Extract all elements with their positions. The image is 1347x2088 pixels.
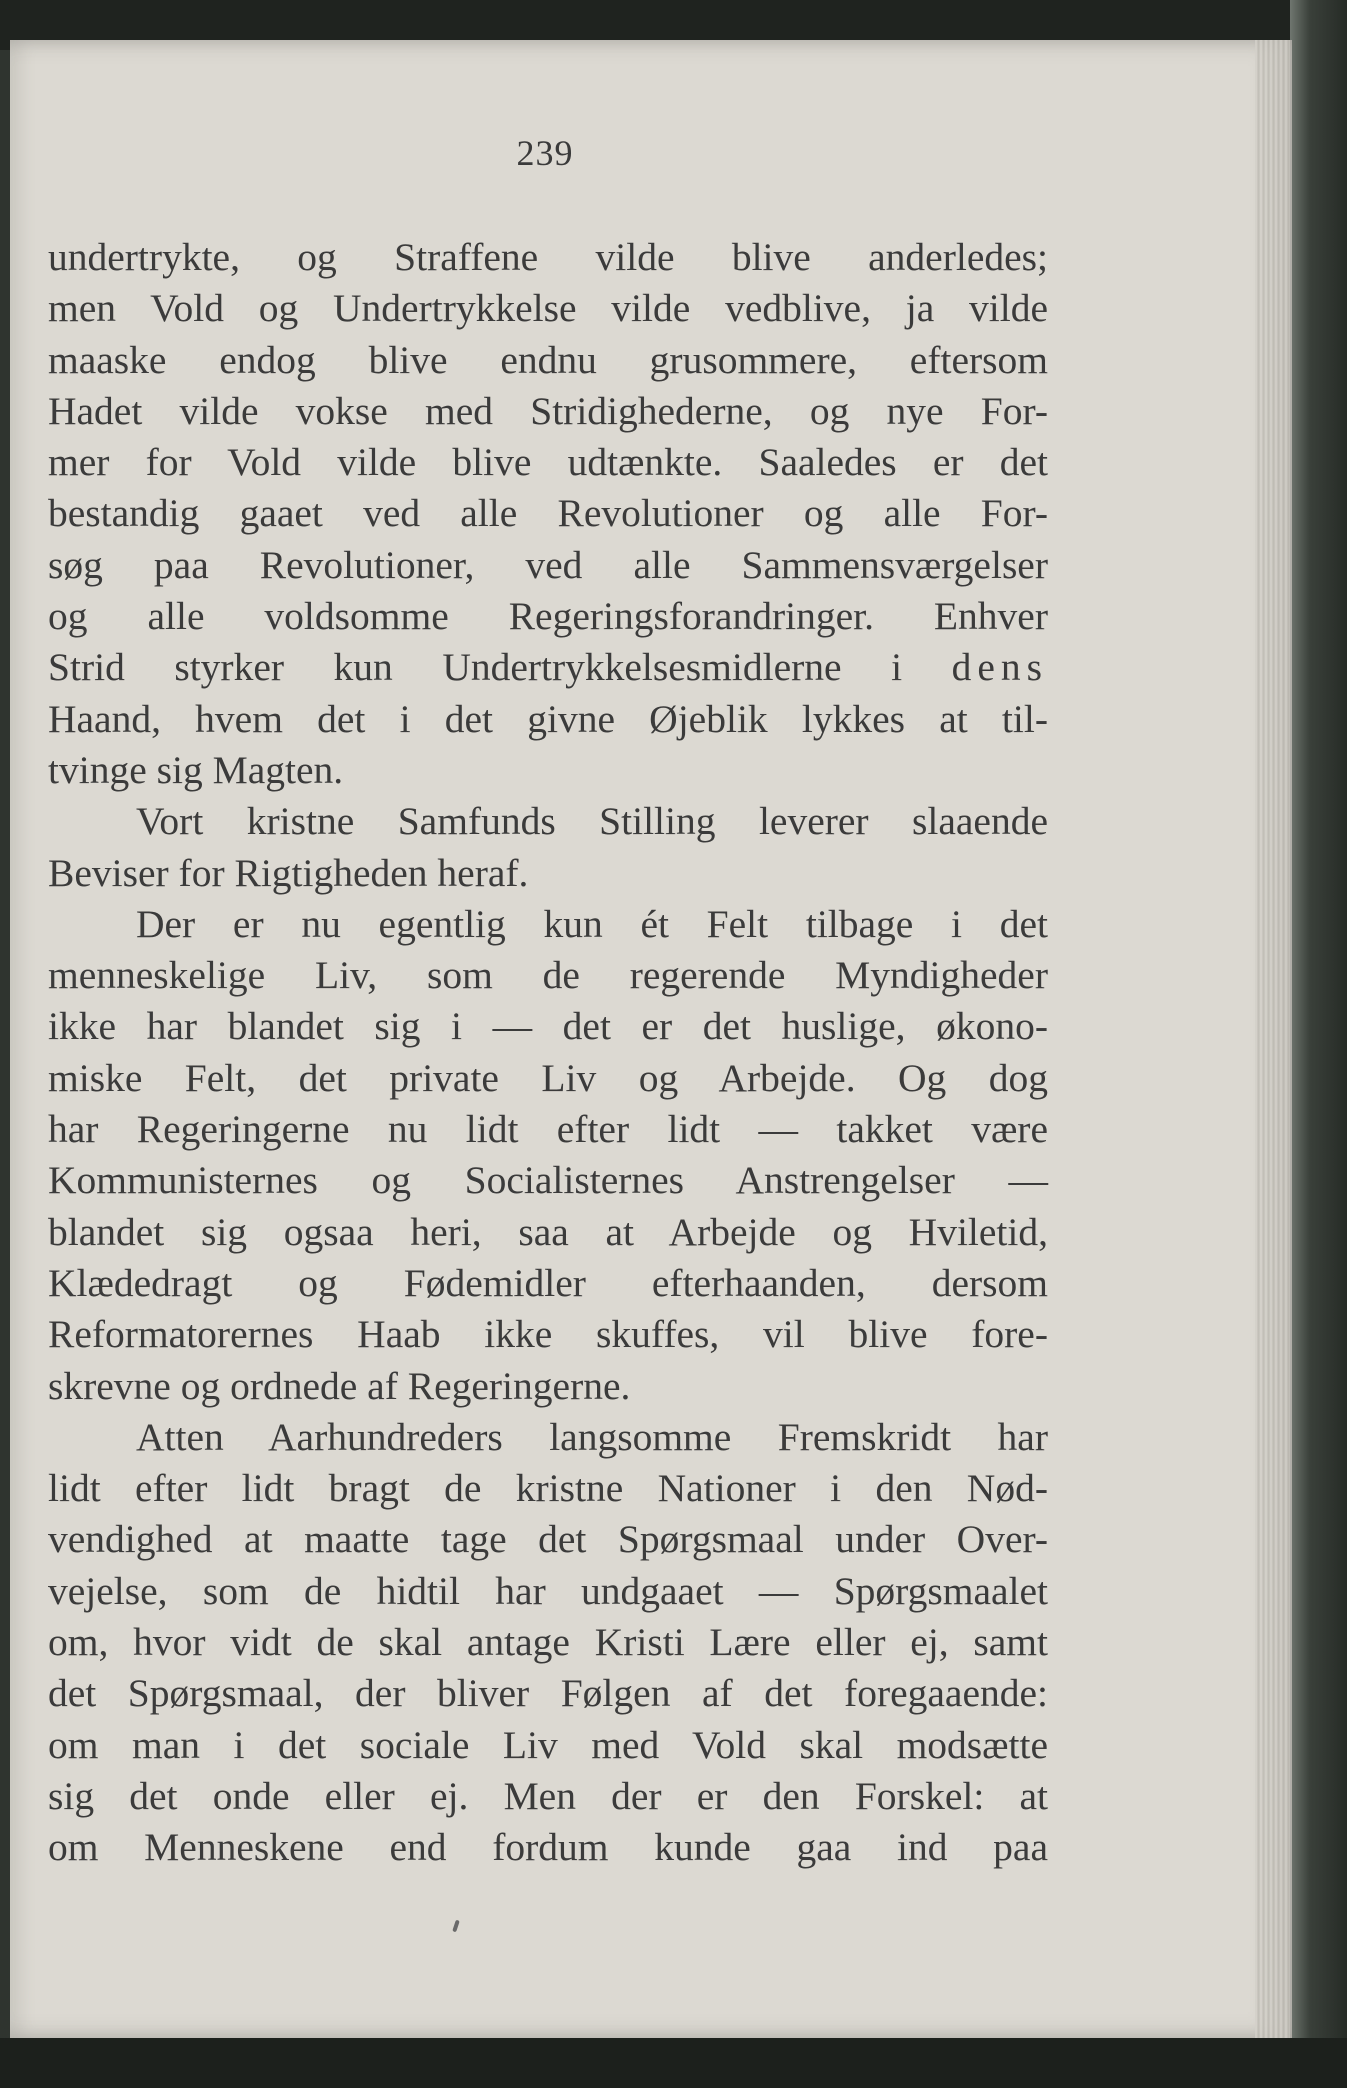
text-line: om Menneskene end fordum kunde gaa ind paa [48, 1825, 1048, 1870]
text-line: men Vold og Undertrykkelse vilde vedblive, ja vilde [48, 286, 1048, 331]
text-line: skrevne og ordnede af Regeringerne. [48, 1363, 631, 1408]
body-text [48, 232, 1048, 1874]
text-line: Hadet vilde vokse med Stridighederne, og nye For- [48, 388, 1048, 433]
text-line: maaske endog blive endnu grusommere, eftersom [48, 337, 1048, 382]
text-line: miske Felt, det private Liv og Arbejde. Og dog [48, 1055, 1048, 1100]
text-line-start: Strid styrker kun Undertrykkelsesmidlerne i [48, 645, 903, 690]
text-line: menneskelige Liv, som de regerende Myndigheder [48, 953, 1048, 998]
page-number: 239 [516, 133, 574, 173]
text-line: det Spørgsmaal, der bliver Følgen af det foregaaende: [48, 1671, 1048, 1716]
text-line: Kommunisternes og Socialisternes Anstrengelser — [48, 1158, 1048, 1203]
text-line: sig det onde eller ej. Men der er den Forskel: at [48, 1773, 1048, 1818]
text-line: ikke har blandet sig i — det er det huslige, økono- [48, 1004, 1048, 1049]
text-line: vejelse, som de hidtil har undgaaet — Spørgsmaalet [48, 1568, 1048, 1613]
text-line: har Regeringerne nu lidt efter lidt — takket være [48, 1107, 1048, 1152]
text-line: undertrykte, og Straffene vilde blive anderledes; [48, 235, 1048, 279]
text-line: Reformatorernes Haab ikke skuffes, vil blive fore- [48, 1312, 1048, 1357]
text-line: Der er nu egentlig kun ét Felt tilbage i det [136, 901, 1048, 946]
text-line: om man i det sociale Liv med Vold skal modsætte [48, 1722, 1048, 1767]
text-line: Haand, hvem det i det givne Øjeblik lykkes at til- [48, 696, 1048, 741]
text-line: Klædedragt og Fødemidler efterhaanden, dersom [48, 1260, 1048, 1305]
text-line: om, hvor vidt de skal antage Kristi Lære eller ej, samt [48, 1620, 1048, 1665]
scan-backdrop-bottom [0, 2038, 1347, 2088]
text-line: bestandig gaaet ved alle Revolutioner og alle For- [48, 491, 1048, 536]
text-line: lidt efter lidt bragt de kristne Nationer i den Nød- [48, 1466, 1048, 1511]
text-line: Beviser for Rigtigheden heraf. [48, 850, 529, 895]
text-line: blandet sig ogsaa heri, saa at Arbejde og Hviletid, [48, 1209, 1048, 1254]
text-line: Atten Aarhundreders langsomme Fremskridt har [136, 1414, 1048, 1459]
text-line: og alle voldsomme Regeringsforandringer. Enhver [48, 594, 1048, 639]
text-line: tvinge sig Magten. [48, 747, 344, 792]
text-line: søg paa Revolutioner, ved alle Sammensværgelser [48, 542, 1048, 587]
text-line [48, 642, 1048, 693]
emphasized-word: dens [951, 645, 1049, 690]
text-line: vendighed at maatte tage det Spørgsmaal under Over- [48, 1517, 1048, 1562]
book-binding [1290, 0, 1347, 2088]
text-line: mer for Vold vilde blive udtænkte. Saaledes er det [48, 440, 1048, 485]
page-edges [1255, 40, 1290, 2038]
text-line: Vort kristne Samfunds Stilling leverer slaaende [136, 799, 1048, 844]
